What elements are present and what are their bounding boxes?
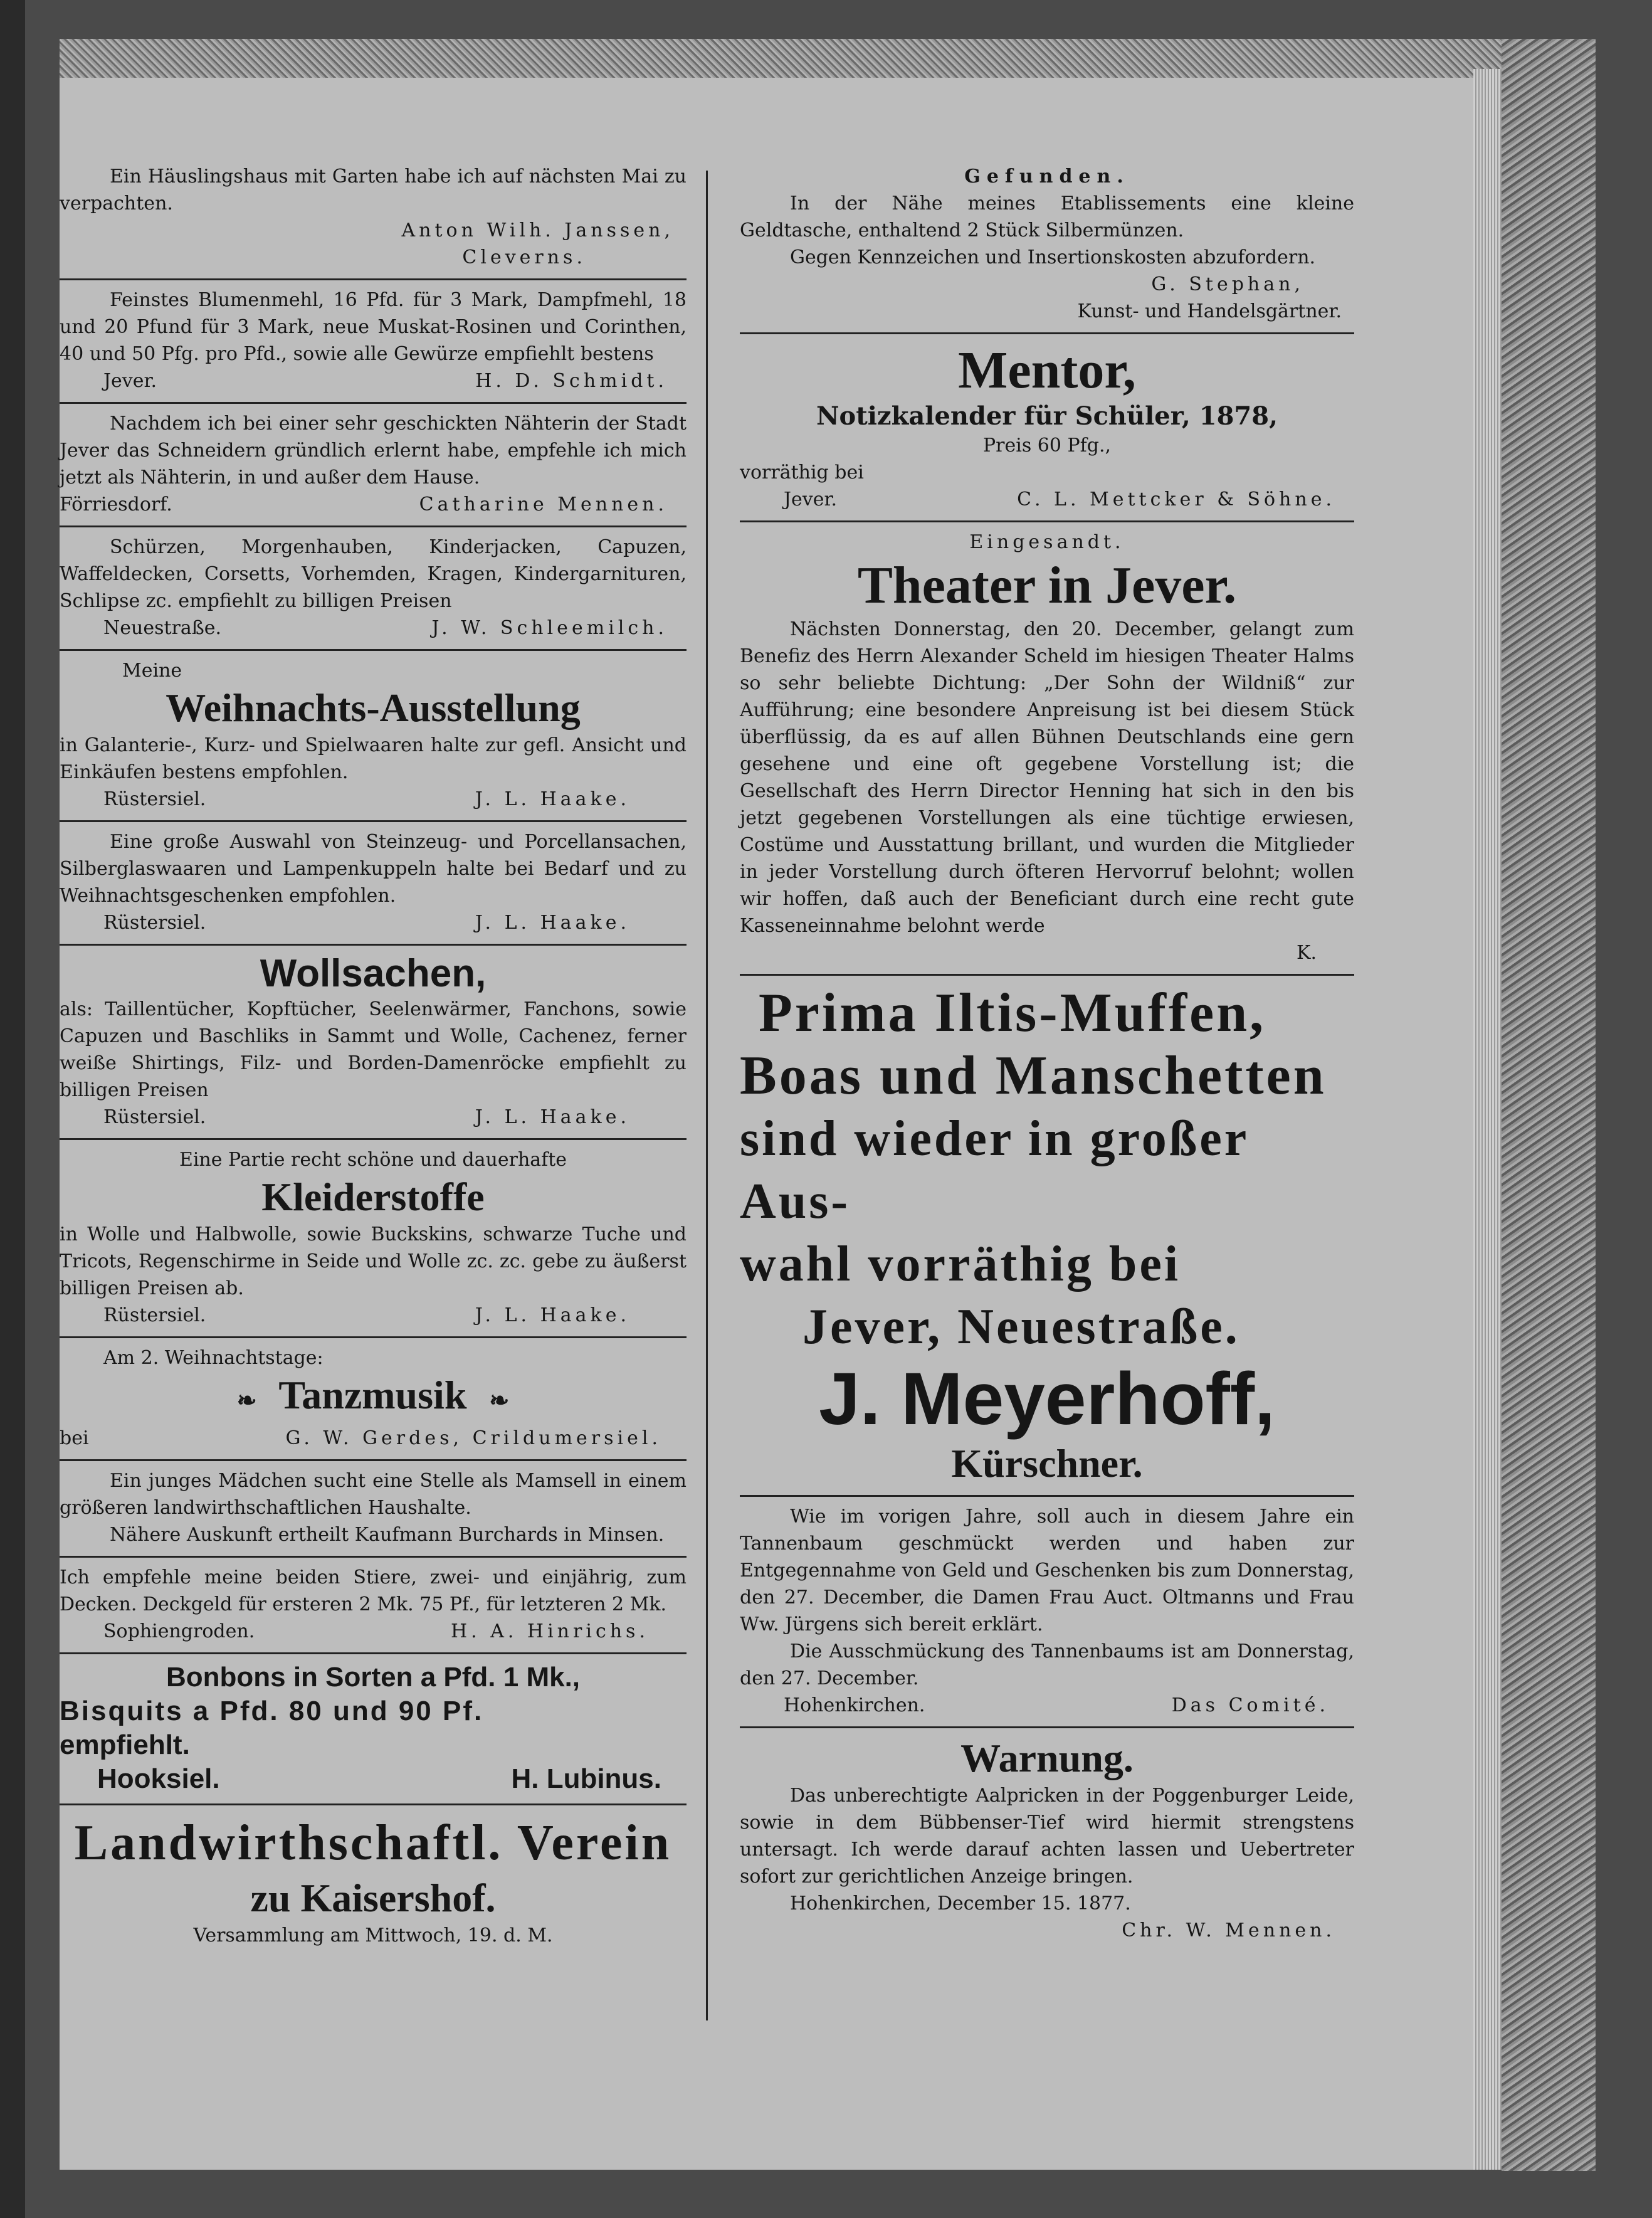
- ad-warnung: [740, 1728, 1354, 1951]
- ad-name: J. Meyerhoff,: [819, 1358, 1275, 1440]
- ad-text: Ein Häuslingshaus mit Garten habe ich auf nächsten Mai zu verpachten.: [60, 166, 687, 214]
- ad-stock: vorräthig bei: [740, 462, 864, 483]
- ad-place: Rüstersiel.: [103, 788, 206, 810]
- ad-signature-row: [60, 786, 687, 813]
- ad-line-2: Bisquits a Pfd. 80 und 90 Pf.: [60, 1696, 484, 1726]
- ad-signature: H. D. Schmidt.: [475, 370, 668, 392]
- ad-intro: Meine: [122, 660, 182, 682]
- ad-text: als: Taillentücher, Kopftücher, Seelenwärmer, Fanchons, sowie Capuzen und Baschliks in Sammt und Wolle, Cachenez, ferner weiße Shirtings, Filz- und Borden-Damenröcke empfiehlt zu billigen Preisen: [60, 998, 687, 1101]
- ad-prefix: bei: [60, 1427, 89, 1449]
- ad-blumenmehl: [60, 280, 687, 404]
- ad-place: Sophiengroden.: [103, 1620, 255, 1642]
- ad-landwirthschaftl-verein: [60, 1805, 687, 1957]
- ad-place: Rüstersiel.: [103, 1304, 206, 1326]
- ad-subheadline: Notizkalender für Schüler, 1878,: [816, 401, 1278, 431]
- ad-intro: Am 2. Weihnachtstage:: [103, 1347, 324, 1369]
- ad-tanzmusik: [60, 1338, 687, 1461]
- ad-signature-row: [60, 1425, 687, 1452]
- ad-gefunden: [740, 157, 1354, 334]
- ad-signature-row: [60, 491, 687, 518]
- ad-text: Ich empfehle meine beiden Stiere, zwei- und einjährig, zum Decken. Deckgeld für ersteren 2 Mk. 75 Pf., für letzteren 2 Mk.: [60, 1566, 687, 1615]
- ad-role: Kürschner.: [951, 1441, 1143, 1486]
- ad-signature: G. Stephan,: [1151, 273, 1304, 295]
- ad-theater: [740, 522, 1354, 976]
- ad-naehterin: [60, 404, 687, 527]
- ad-line-2: Boas und Manschetten: [740, 1045, 1327, 1106]
- ad-text: in Galanterie-, Kurz- und Spielwaaren halte zur gefl. Ansicht und Einkäufen bestens empfohlen.: [60, 734, 687, 783]
- ad-place: Neuestraße.: [103, 617, 222, 639]
- ad-signature: J. L. Haake.: [475, 788, 630, 810]
- ad-haeuslingshaus: [60, 157, 687, 280]
- ad-signature: Chr. W. Mennen.: [1122, 1920, 1335, 1941]
- ad-text: Eine große Auswahl von Steinzeug- und Porcellansachen, Silberglaswaaren und Lampenkuppeln halte bei Bedarf und zu Weihnachtsgeschenken empfohlen.: [60, 831, 687, 907]
- ad-text: Versammlung am Mittwoch, 19. d. M.: [193, 1925, 553, 1946]
- ad-signature: J. L. Haake.: [475, 912, 630, 934]
- column-divider: [706, 171, 708, 2020]
- ad-signature: G. W. Gerdes, Crildumersiel.: [285, 1427, 661, 1449]
- ad-price: Preis 60 Pfg.,: [982, 435, 1112, 457]
- ad-meyerhoff: [740, 976, 1354, 1497]
- ad-title: Gefunden.: [964, 166, 1130, 187]
- ad-date: Hohenkirchen, December 15. 1877.: [790, 1893, 1131, 1914]
- ad-place: Rüstersiel.: [103, 912, 206, 934]
- ad-signature: Das Comité.: [1171, 1694, 1329, 1716]
- ad-text-2: Gegen Kennzeichen und Insertionskosten abzufordern.: [790, 246, 1316, 268]
- ad-intro: Eine Partie recht schöne und dauerhafte: [179, 1149, 567, 1171]
- ad-signature: K.: [1297, 942, 1317, 964]
- ad-stiere: [60, 1558, 687, 1654]
- ad-signature: H. Lubinus.: [511, 1763, 661, 1794]
- ad-headline: Kleiderstoffe: [261, 1175, 485, 1219]
- ad-text: Ein junges Mädchen sucht eine Stelle als Mamsell in einem größeren landwirthschaftlichen Haushalte.: [60, 1470, 687, 1519]
- ad-line-3: empfiehlt.: [60, 1730, 190, 1760]
- ad-line-4: wahl vorräthig bei: [740, 1237, 1181, 1292]
- ad-subheadline: zu Kaisershof.: [250, 1876, 496, 1920]
- ad-place: Cleverns.: [462, 246, 586, 268]
- ad-headline-row: [60, 1371, 687, 1425]
- ad-bonbons: [60, 1654, 687, 1805]
- ad-signature-row: [60, 1762, 687, 1796]
- ad-place: Jever.: [103, 370, 157, 392]
- ad-signature: H. A. Hinrichs.: [450, 1620, 649, 1642]
- ad-text: Wie im vorigen Jahre, soll auch in diesem Jahre ein Tannenbaum geschmückt werden und haben zur Entgegennahme von Geld und Geschenken bis zum Donnerstag, den 27. December, die Damen Frau Auct. Oltmanns und Frau Ww. Jürgens sich bereit erklärt.: [740, 1506, 1354, 1635]
- ad-headline: Weihnachts-Ausstellung: [166, 685, 581, 730]
- ad-schuerzen: [60, 527, 687, 651]
- ad-text: Feinstes Blumenmehl, 16 Pfd. für 3 Mark, Dampfmehl, 18 und 20 Pfund für 3 Mark, neue Muskat-Rosinen und Corinthen, 40 und 50 Pfg. pro Pfd., sowie alle Gewürze empfiehlt bestens: [60, 289, 687, 365]
- left-column: [60, 157, 687, 1957]
- ad-line-5: Jever, Neuestraße.: [802, 1299, 1240, 1355]
- ad-signature-row: [60, 909, 687, 936]
- ad-label: Eingesandt.: [969, 531, 1125, 553]
- ad-mentor: [740, 334, 1354, 522]
- book-gutter: [0, 0, 25, 2218]
- ad-signature: Catharine Mennen.: [419, 494, 668, 515]
- book-cover-edge-top: [60, 39, 1589, 78]
- ad-signature-row: [60, 1104, 687, 1131]
- ad-place: Jever.: [784, 488, 838, 510]
- ad-role: Kunst- und Handelsgärtner.: [1077, 300, 1342, 322]
- page-stack-edge: [1473, 69, 1505, 2170]
- ad-maedchen-stelle: [60, 1461, 687, 1558]
- ad-tannenbaum: [740, 1497, 1354, 1728]
- ad-signature-row: [740, 486, 1354, 513]
- ad-steinzeug: [60, 822, 687, 946]
- ad-headline: Warnung.: [960, 1736, 1134, 1780]
- ad-headline: Mentor,: [958, 341, 1136, 399]
- ad-signature: Anton Wilh. Janssen,: [401, 219, 674, 241]
- ad-headline: Wollsachen,: [260, 952, 487, 995]
- ad-signature-row: [60, 615, 687, 642]
- ad-text-2: Nähere Auskunft ertheilt Kaufmann Burchards in Minsen.: [110, 1524, 665, 1546]
- ad-headline: Tanzmusik: [278, 1373, 467, 1417]
- ad-text: in Wolle und Halbwolle, sowie Buckskins, schwarze Tuche und Tricots, Regenschirme in Seide und Wolle zc. zc. gebe zu äußerst billigen Preisen ab.: [60, 1223, 687, 1299]
- ad-signature: J. W. Schleemilch.: [431, 617, 668, 639]
- ad-text: In der Nähe meines Etablissements eine kleine Geldtasche, enthaltend 2 Stück Silbermünzen.: [740, 193, 1354, 241]
- ornament-left-icon: ❧: [236, 1388, 257, 1414]
- ad-place: Hooksiel.: [97, 1763, 220, 1794]
- ad-line-1: Prima Iltis-Muffen,: [759, 983, 1266, 1043]
- ad-signature: C. L. Mettcker & Söhne.: [1017, 488, 1335, 510]
- ad-headline: Landwirthschaftl. Verein: [74, 1815, 672, 1871]
- ad-signature-row: [740, 1692, 1354, 1719]
- ad-kleiderstoffe: [60, 1140, 687, 1338]
- ad-wollsachen: [60, 946, 687, 1140]
- book-cover-edge-right: [1502, 39, 1596, 2171]
- ad-text: Das unberechtigte Aalpricken in der Poggenburger Leide, sowie in dem Bübbenser-Tief wird hiermit strengstens untersagt. Ich werde darauf achten lassen und Uebertreter sofort zur gerichtlichen Anzeige bringen.: [740, 1785, 1354, 1888]
- ad-text-2: Die Ausschmückung des Tannenbaums ist am Donnerstag, den 27. December.: [740, 1640, 1354, 1689]
- ad-place: Förriesdorf.: [60, 494, 172, 515]
- ad-line-3: sind wieder in großer Aus-: [740, 1111, 1248, 1229]
- ad-text: Nachdem ich bei einer sehr geschickten Nähterin der Stadt Jever das Schneidern gründlich erlernt habe, empfehle ich mich jetzt als Nähterin, in und außer dem Hause.: [60, 413, 687, 488]
- ad-place: Rüstersiel.: [103, 1106, 206, 1128]
- ornament-right-icon: ❧: [489, 1388, 510, 1414]
- ad-signature: J. L. Haake.: [475, 1304, 630, 1326]
- ad-headline: Theater in Jever.: [857, 556, 1237, 615]
- ad-weihnachts-ausstellung: [60, 651, 687, 822]
- right-column: [740, 157, 1354, 1951]
- ad-text: Nächsten Donnerstag, den 20. December, gelangt zum Benefiz des Herrn Alexander Scheld im hiesigen Theater Halms so sehr beliebte Dichtung: „Der Sohn der Wildniß“ zur Aufführung; eine besondere Anpreisung ist bei diesem Stück überflüssig, da es auf allen Bühnen Deutschlands eine gern gesehene und eine oft gegebene Vorstellung ist; die Gesellschaft des Herrn Director Henning hat sich in den bis jetzt gegebenen Vorstellungen als eine tüchtige erwiesen, Costüme und Ausstattung brillant, und wurden die Mitglieder in jeder Vorstellung durch öfteren Hervorruf belohnt; wollen wir hoffen, daß auch der Beneficiant durch eine recht gute Kasseneinnahme belohnt werde: [740, 618, 1354, 937]
- ad-signature-row: [60, 367, 687, 394]
- ad-signature-row: [60, 1302, 687, 1329]
- ad-signature-row: [60, 1618, 687, 1645]
- ad-place: Hohenkirchen.: [784, 1694, 925, 1716]
- ad-line-1: Bonbons in Sorten a Pfd. 1 Mk.,: [166, 1662, 581, 1693]
- ad-signature: J. L. Haake.: [475, 1106, 630, 1128]
- ad-text: Schürzen, Morgenhauben, Kinderjacken, Capuzen, Waffeldecken, Corsetts, Vorhemden, Kragen, Kindergarnituren, Schlipse zc. empfiehlt zu billigen Preisen: [60, 536, 687, 612]
